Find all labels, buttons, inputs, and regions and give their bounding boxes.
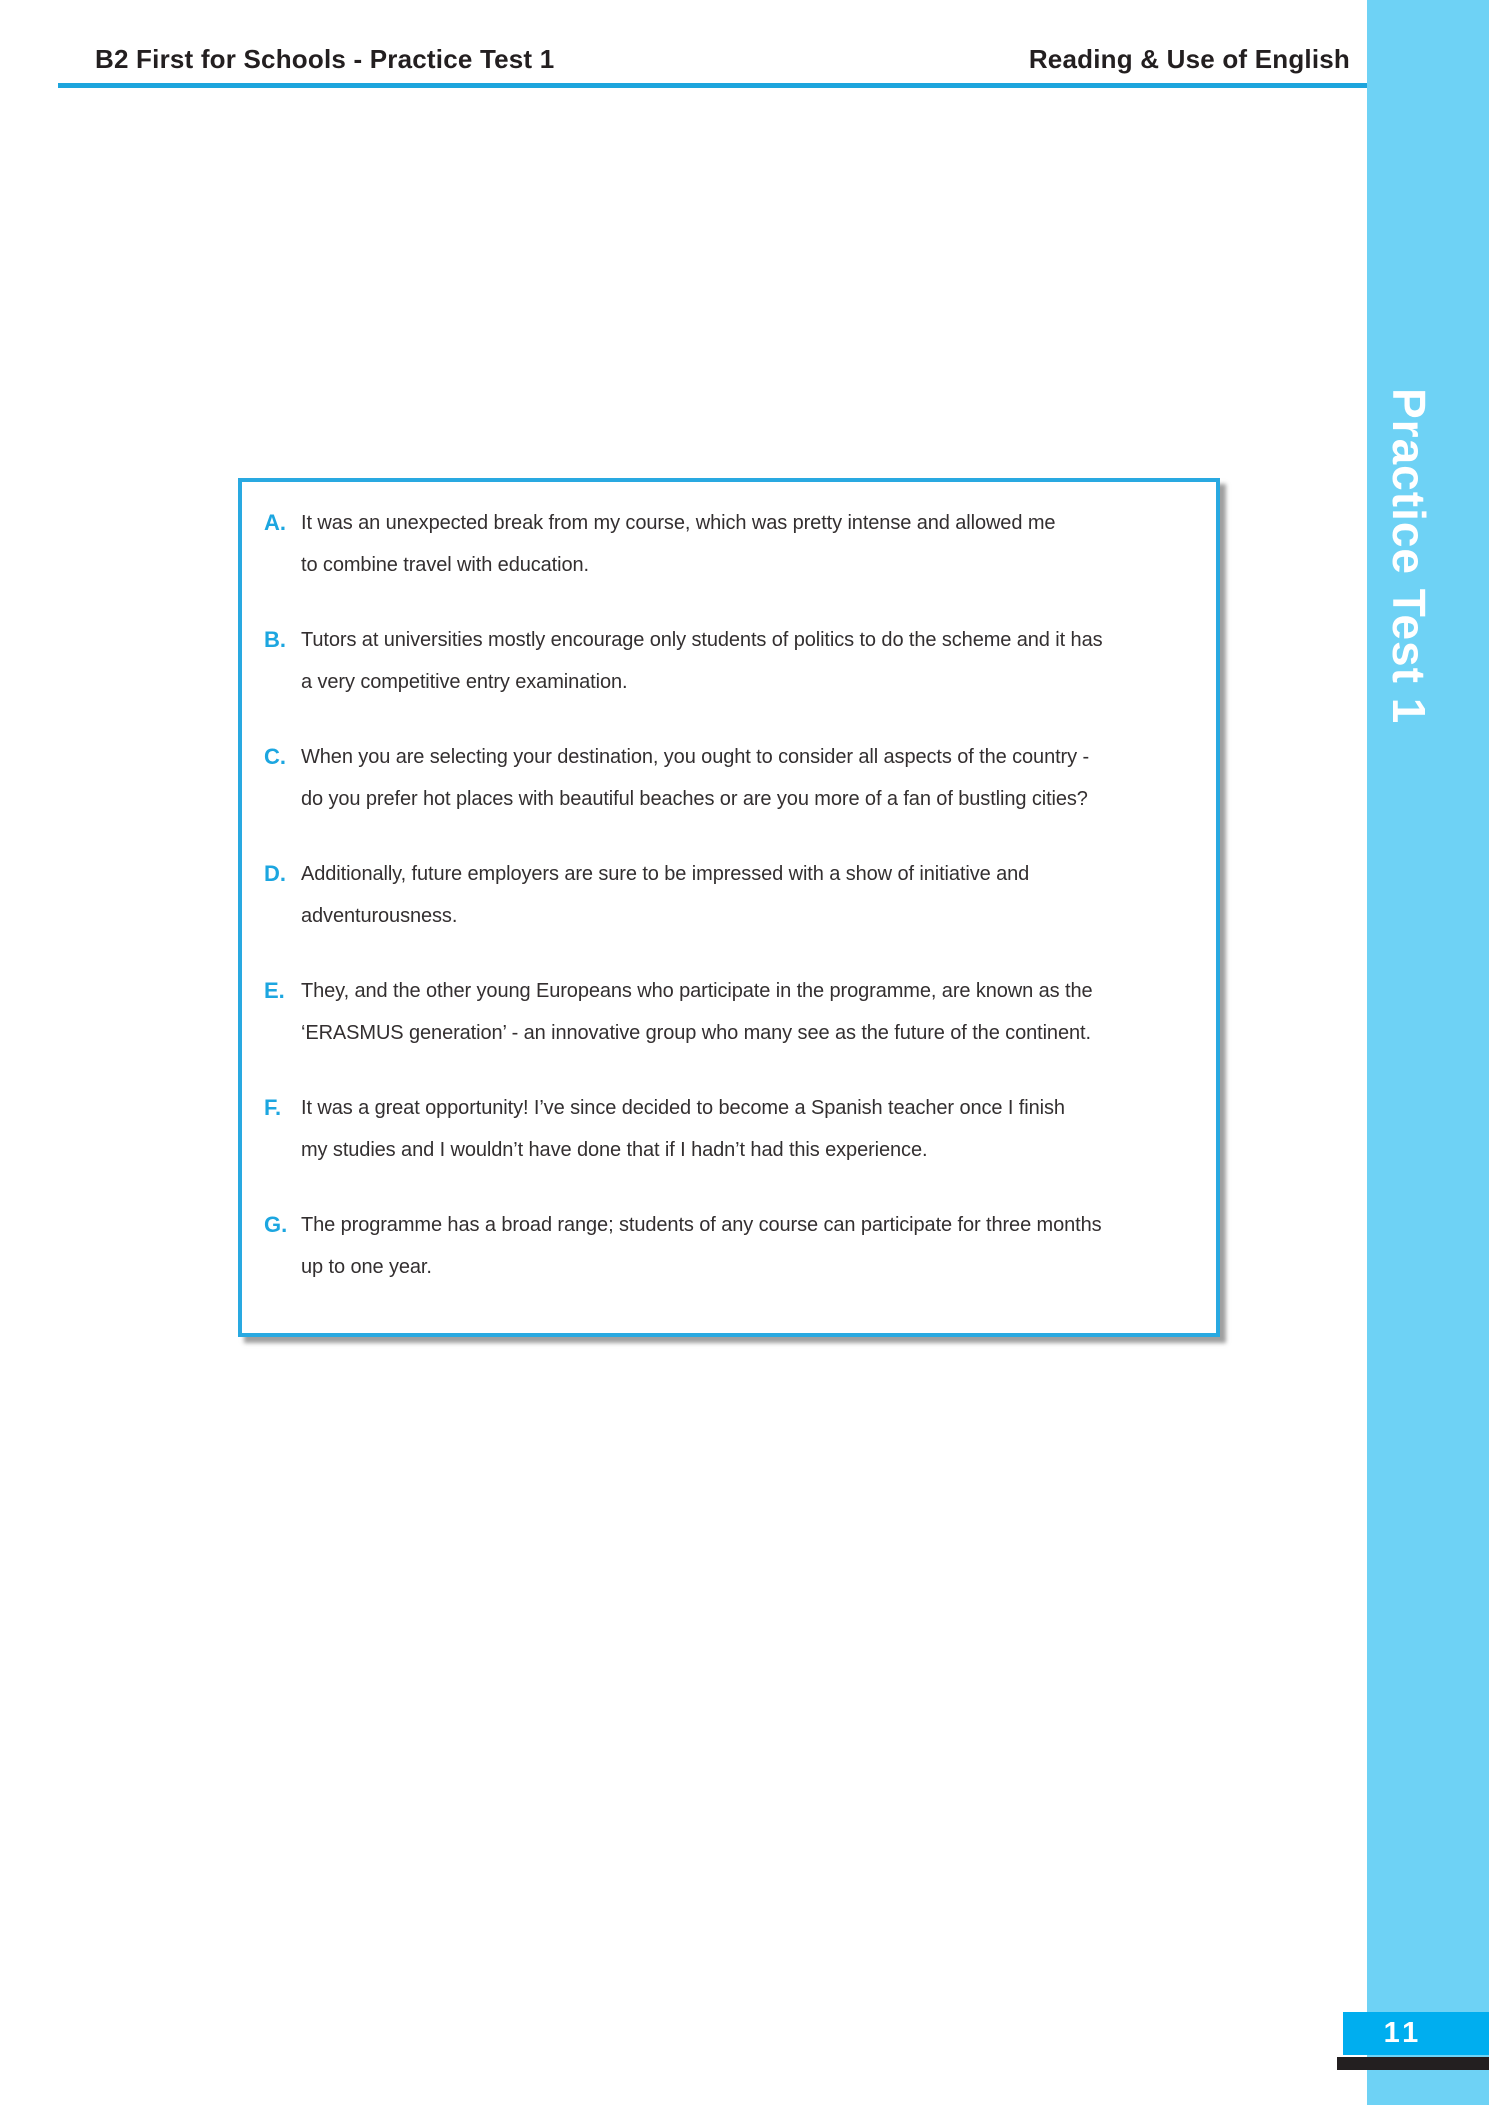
option-f bbox=[264, 1087, 1206, 1171]
option-g-line-2: up to one year. bbox=[301, 1256, 432, 1278]
option-e-letter: E. bbox=[264, 978, 285, 1003]
option-b-text bbox=[301, 619, 1103, 703]
option-g-text bbox=[301, 1204, 1102, 1288]
option-g-line-1: The programme has a broad range; students of any course can participate for three months bbox=[301, 1214, 1102, 1236]
option-d-text bbox=[301, 853, 1029, 937]
option-e-line-1: They, and the other young Europeans who participate in the programme, are known as the bbox=[301, 980, 1093, 1002]
option-d-line-1: Additionally, future employers are sure to be impressed with a show of initiative and bbox=[301, 863, 1030, 885]
footer-black-bar bbox=[1337, 2057, 1489, 2070]
option-f-text bbox=[301, 1087, 1065, 1171]
option-a-line-2: to combine travel with education. bbox=[301, 554, 589, 576]
option-e bbox=[264, 970, 1206, 1054]
option-b-letter: B. bbox=[264, 627, 286, 652]
option-f-line-2: my studies and I wouldn’t have done that if I hadn’t had this experience. bbox=[301, 1139, 928, 1161]
option-a-letter: A. bbox=[264, 510, 286, 535]
option-b-line-2: a very competitive entry examination. bbox=[301, 671, 628, 693]
answer-options-box bbox=[238, 478, 1220, 1337]
option-c bbox=[264, 736, 1206, 820]
option-d-letter: D. bbox=[264, 861, 286, 886]
option-a-text bbox=[301, 502, 1055, 586]
header-section-right: Reading & Use of English bbox=[1028, 44, 1350, 74]
header-title-left: B2 First for Schools - Practice Test 1 bbox=[95, 44, 555, 74]
option-e-line-2: ‘ERASMUS generation’ - an innovative group who many see as the future of the continent. bbox=[301, 1022, 1091, 1044]
option-g bbox=[264, 1204, 1206, 1288]
sidebar-practice-test-label: Practice Test 1 bbox=[1383, 388, 1435, 725]
option-f-letter: F. bbox=[264, 1095, 282, 1120]
option-a-line-1: It was an unexpected break from my course, which was pretty intense and allowed me bbox=[301, 512, 1056, 534]
option-e-text bbox=[301, 970, 1093, 1054]
option-d bbox=[264, 853, 1206, 937]
option-c-line-2: do you prefer hot places with beautiful beaches or are you more of a fan of bustling cities? bbox=[301, 788, 1088, 810]
option-b-line-1: Tutors at universities mostly encourage only students of politics to do the scheme and it has bbox=[301, 629, 1103, 651]
option-c-letter: C. bbox=[264, 744, 286, 769]
option-a bbox=[264, 502, 1206, 586]
option-c-text bbox=[301, 736, 1089, 820]
option-g-letter: G. bbox=[264, 1212, 288, 1237]
option-c-line-1: When you are selecting your destination, you ought to consider all aspects of the country - bbox=[301, 746, 1090, 768]
option-b bbox=[264, 619, 1206, 703]
page-number-box bbox=[1343, 2012, 1489, 2055]
header-rule bbox=[58, 83, 1367, 88]
option-f-line-1: It was a great opportunity! I’ve since decided to become a Spanish teacher once I finish bbox=[301, 1097, 1065, 1119]
option-d-line-2: adventurousness. bbox=[301, 905, 458, 927]
page-number: 11 bbox=[1383, 2017, 1423, 2049]
sidebar-band bbox=[1367, 0, 1489, 2105]
